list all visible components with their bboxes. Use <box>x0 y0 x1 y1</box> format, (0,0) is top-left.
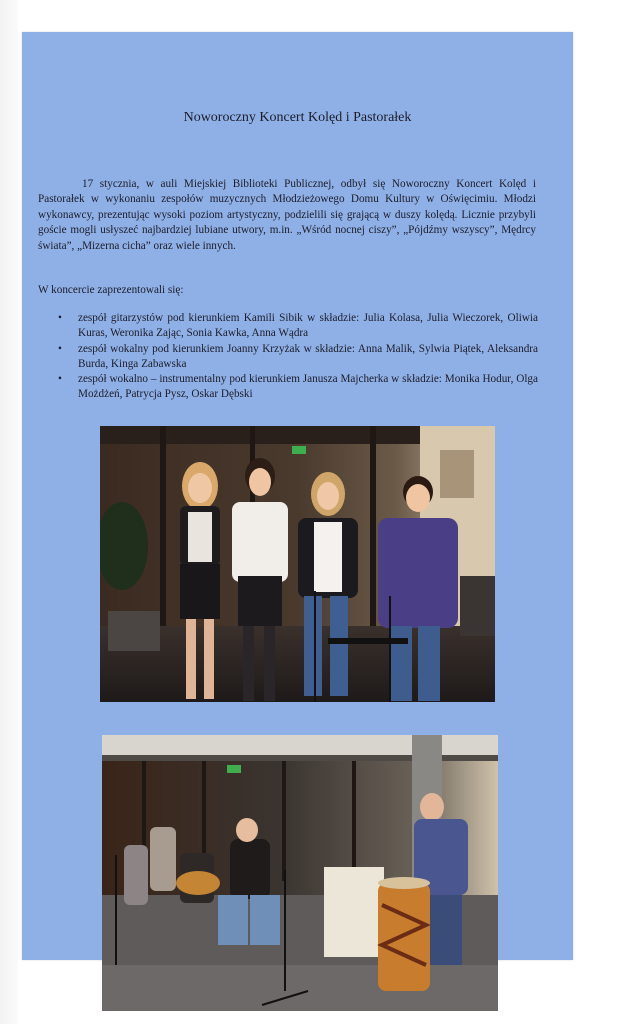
article-intro: 17 stycznia, w auli Miejskiej Biblioteki Publicznej, odbył się Noworoczny Koncert Kolęd i Pastorałek w wykonaniu zespołów muzycznych Młodzieżowego Domu Kultury w Oświęcimiu. Młodzi wykonawcy, prezentując wysoki poziom artystyczny, podzielili się grającą w duszy kolędą. Licznie przybyli goście mogli usłyszeć najbardziej lubiane utwory, m.in. „Wśród nocnej ciszy”, „Pójdźmy wszyscy”, Mędrcy świata”, „Mizerna cicha” oraz wiele innych. <box>38 178 536 252</box>
ensemble-item-vocal-instrumental: • zespół wokalno – instrumentalny pod kierunkiem Janusza Majcherka w składzie: Monika Hodur, Olga Możdżeń, Patrycja Pysz, Oskar Dębski <box>78 372 538 403</box>
article-title: Noworoczny Koncert Kolęd i Pastorałek <box>183 110 412 125</box>
ensemble-item-guitar: • zespół gitarzystów pod kierunkiem Kamili Sibik w składzie: Julia Kolasa, Julia Wieczorek, Oliwia Kuras, Weronika Zając, Sonia Kawka, Anna Wądra <box>78 311 538 342</box>
ensembles-lead: W koncercie zaprezentowali się: <box>38 284 184 296</box>
photo-vocal-ensemble <box>100 426 495 702</box>
ensembles-list <box>38 311 538 403</box>
photo-instrumental-ensemble <box>102 735 498 1011</box>
ensemble-item-vocal: • zespół wokalny pod kierunkiem Joanny Krzyżak w składzie: Anna Malik, Sylwia Piątek, Aleksandra Burda, Kinga Zabawska <box>78 342 538 373</box>
scan-edge <box>0 0 18 1024</box>
